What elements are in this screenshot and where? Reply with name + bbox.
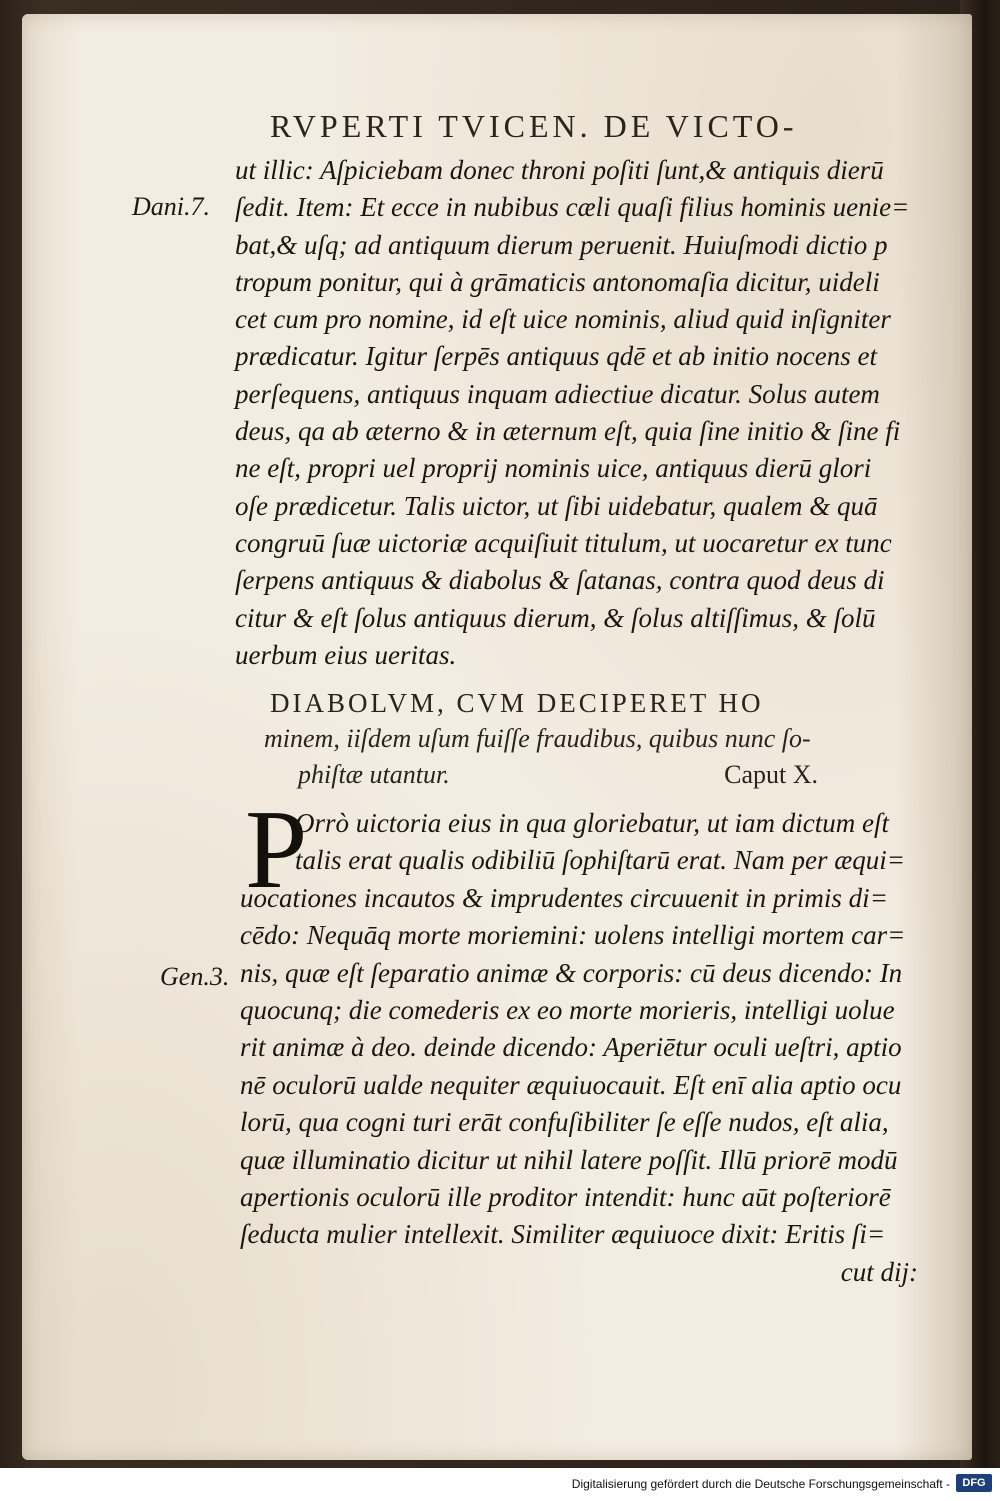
chapter-line: cēdo: Nequāq morte moriemini: uolens intelligi mortem car= [240,920,906,951]
chapter-line: quæ illuminatio dicitur ut nihil latere poſſit. Illū priorē modū [240,1144,898,1175]
chapter-heading [264,685,910,793]
chapter-heading-line2: minem, iiſdem uſum fuiſſe fraudibus, quibus nunc ſo- [264,724,811,753]
body-line: deus, qa ab æterno & in æternum eſt, quia ſine initio & ſine fi [235,416,901,447]
body-line: cet cum pro nomine, id eſt uice nominis, aliud quid inſigniter [235,304,891,335]
body-line: tropum ponitur, qui à grāmaticis antonomaſia dicitur, uideli [235,266,880,297]
body-line: prædicatur. Igitur ſerpēs antiquus qdē et ab initio nocens et [235,341,877,372]
body-line: ne eſt, propri uel proprij nominis uice, antiquus dierū glori [235,453,872,484]
chapter-line: nē oculorū ualde nequiter æquiuocauit. Eſt enī alia aptio ocu [240,1069,902,1100]
margin-note-daniel: Dani.7. [132,192,210,221]
running-head: RVPERTI TVICEN. DE VICTO- [270,108,798,144]
body-text [235,152,925,674]
chapter-line: rit animæ à deo. deinde dicendo: Aperiētur oculi ueſtri, aptio [240,1032,902,1063]
digitization-footer [0,1468,1000,1501]
dfg-logo-icon: DFG [956,1474,992,1492]
body-line: ut illic: Aſpiciebam donec throni poſiti ſunt,& antiquis dierū [235,155,884,185]
body-line: bat,& uſq; ad antiquum dierum peruenit. Huiuſmodi dictio p [235,229,888,260]
body-line: ſedit. Item: Et ecce in nubibus cæli quaſi filius hominis uenie= [235,192,910,223]
chapter-line: nis, quæ eſt ſeparatio animæ & corporis: cū deus dicendo: In [240,957,903,988]
chapter-heading-line3-row [298,757,818,793]
body-line: citur & eſt ſolus antiquus dierum, & ſolus altiſſimus, & ſolū [235,602,876,633]
footer-credit-text: Digitalisierung gefördert durch die Deutsche Forschungsgemeinschaft - [571,1477,950,1491]
chapter-heading-line3: phiſtæ utantur. [298,760,450,789]
body-line: uerbum eius ueritas. [235,639,457,670]
chapter-line: Orrò uictoria eius in qua gloriebatur, ut iam dictum eſt [295,808,889,838]
body-line: ſerpens antiquus & diabolus & ſatanas, contra quod deus di [235,565,885,596]
body-line: perſequens, antiquus inquam adiectiue dicatur. Solus autem [235,378,880,409]
body-line: oſe prædicetur. Talis uictor, ut ſibi uidebatur, qualem & quā [235,490,878,521]
chapter-heading-line1: DIABOLVM, CVM DECIPERET HO [270,688,764,718]
chapter-line: lorū, qua cogni turi erāt confuſibiliter ſe eſſe nudos, eſt alia, [240,1107,889,1138]
chapter-line: uocationes incautos & imprudentes circuuenit in primis di= [240,882,888,913]
drop-capital: P [245,788,308,912]
chapter-line: apertionis oculorū ille proditor intendit: hunc aūt poſteriorē [240,1181,891,1212]
chapter-text [240,805,930,1291]
chapter-line: ſeducta mulier intellexit. Similiter æquiuoce dixit: Eritis ſi= [240,1219,886,1250]
chapter-line-catchword: cut dij: [840,1256,918,1287]
chapter-line: talis erat qualis odibiliū ſophiſtarū erat. Nam per æqui= [295,845,906,876]
chapter-number: Caput X. [724,760,818,789]
body-line: congruū ſuæ uictoriæ acquiſiuit titulum, ut uocaretur ex tunc [235,527,892,558]
chapter-line: quocunq; die comederis ex eo morte morieris, intelligi uolue [240,994,895,1025]
margin-note-genesis: Gen.3. [160,962,230,991]
